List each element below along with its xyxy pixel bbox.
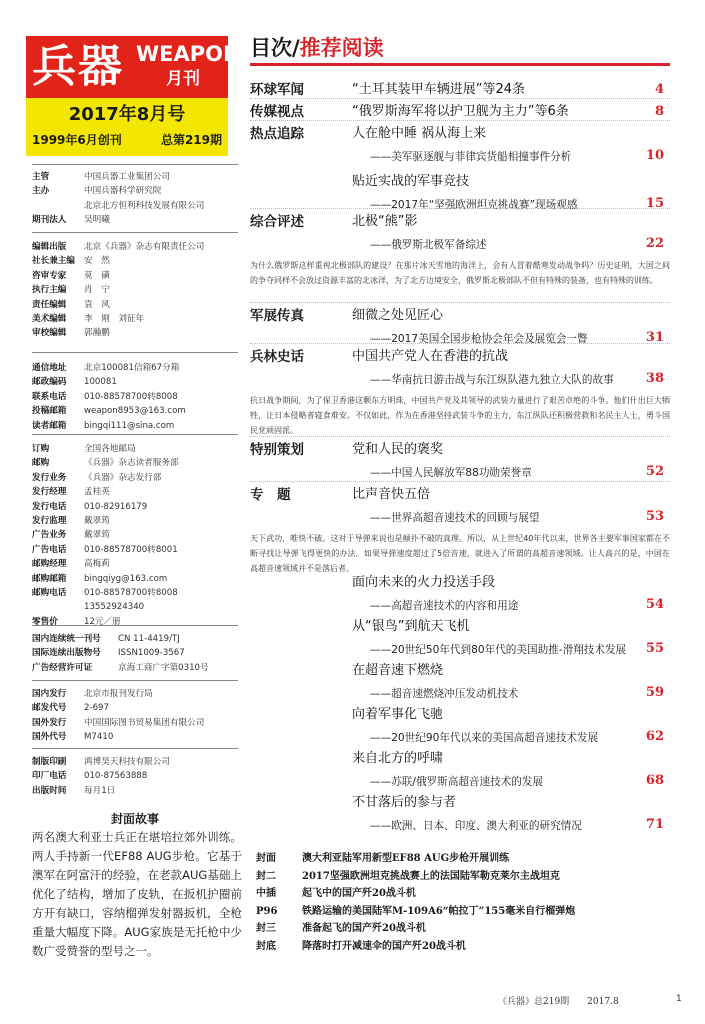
toc-heading-red: 推荐阅读 — [299, 36, 384, 60]
page-footer: 《兵器》总219期 2017.8 — [498, 997, 619, 1007]
toc-section-label: 综合评述 — [250, 214, 304, 230]
toc-page-number[interactable]: 38 — [645, 371, 664, 386]
info-row — [32, 701, 238, 715]
info-label: 主办 — [32, 186, 50, 197]
credit-row — [256, 885, 416, 902]
info-row — [32, 528, 238, 542]
info-group — [32, 632, 238, 675]
toc-article-subtitle: ——2017美国全国步枪协会年会及展览会一瞥 — [370, 333, 588, 345]
founded-date: 1999年6月创刊 — [32, 133, 122, 147]
info-divider — [32, 434, 238, 435]
toc-article-subtitle: ——20世纪90年代以来的美国高超音速技术发展 — [370, 732, 599, 744]
info-row — [32, 687, 238, 701]
magazine-name-zh: 兵器 — [32, 41, 124, 92]
info-label — [32, 199, 84, 213]
info-label: 咨审专家 — [32, 270, 67, 281]
toc-divider — [250, 98, 670, 99]
info-group — [32, 755, 238, 798]
toc-article-title[interactable]: “俄罗斯海军将以护卫舰为主力”等6条 — [352, 104, 569, 119]
credit-row — [256, 938, 466, 955]
toc-page-number[interactable]: 4 — [654, 82, 664, 97]
magazine-name-en: WEAPON — [136, 42, 241, 66]
info-row — [32, 615, 238, 629]
info-row — [32, 390, 238, 404]
toc-article-subtitle: ——苏联/俄罗斯高超音速技术的发展 — [370, 776, 544, 788]
credit-label: 中插 — [256, 888, 276, 899]
info-row — [32, 572, 238, 586]
info-value: 北京市报刊发行局 — [84, 689, 153, 699]
info-label: 国际连续出版物号 — [32, 648, 101, 659]
toc-article-subtitle: ——超音速燃烧冲压发动机技术 — [370, 688, 519, 700]
info-label: 读者邮箱 — [32, 420, 67, 431]
info-row — [32, 632, 238, 646]
toc-article-subtitle: ——2017年“坚强欧洲坦克挑战赛”现场观感 — [370, 199, 578, 211]
info-value: 孟桂英 — [84, 487, 110, 498]
info-label: 联系电话 — [32, 391, 67, 402]
info-value: M7410 — [84, 732, 114, 743]
info-label: 邮购经理 — [32, 559, 67, 570]
info-value: 莫 磺 — [84, 270, 110, 281]
info-group — [32, 170, 238, 228]
info-label: 发行经理 — [32, 487, 67, 498]
toc-heading-black: 目次/ — [250, 36, 300, 60]
info-row — [32, 375, 238, 389]
info-row — [32, 543, 238, 557]
toc-article-title[interactable]: “土耳其装甲车辆进展”等24条 — [352, 82, 526, 97]
info-divider — [32, 232, 238, 233]
info-label: 邮购电话 — [32, 587, 67, 598]
toc-article-subtitle: ——世界高超音速技术的回顾与展望 — [370, 512, 540, 524]
info-group — [32, 240, 238, 341]
toc-page-number[interactable]: 53 — [645, 509, 664, 524]
info-value: 肖 宁 — [84, 285, 110, 296]
masthead-logo — [26, 36, 241, 98]
toc-article-summary: 天下武功，唯快不破。这对于导弹来说也是颠扑不破的真理。所以，从上世纪40年代以来，世界各主要军事国家都在不断寻找让导弹飞得更快的办法。如果导弹速度超过了5倍音速，就进入了所谓的高超音速领域。让人高兴的是，中国在高超音速领域并不是落后者。 — [250, 534, 670, 573]
info-value: 100081 — [84, 377, 117, 388]
toc-section-label: 军展传真 — [250, 308, 304, 324]
toc-article-summary: 抗日战争期间，为了保卫香港这颗东方明珠，中国共产党及其领导的武装力量进行了艰苦卓绝的斗争。他们什出巨大牺牲，让日本侵略者寝食难安。不仅如此，作为在香港坚持武装斗争的主力，东江纵队还积极营救和名民主人士，勇斗国民党顽固派。 — [250, 396, 670, 435]
info-row — [32, 419, 238, 433]
info-label: 执行主编 — [32, 285, 67, 296]
toc-article-title[interactable]: 从“银鸟”到航天飞机 — [352, 619, 470, 634]
info-row — [32, 269, 238, 283]
info-value: 北京《兵器》杂志有限责任公司 — [84, 242, 205, 252]
credit-label: 封面 — [256, 853, 276, 864]
info-value: 12元／册 — [84, 616, 121, 627]
info-label: 印厂电话 — [32, 771, 67, 782]
info-label: 广告电话 — [32, 544, 67, 555]
toc-page-number[interactable]: 68 — [645, 773, 664, 788]
info-label: 邮发代号 — [32, 703, 67, 714]
info-row — [32, 199, 238, 213]
info-value: 2-697 — [84, 703, 109, 714]
toc-section-label: 热点追踪 — [250, 126, 304, 142]
info-value: 郭瀚鹏 — [84, 328, 110, 339]
info-label: 邮政编码 — [32, 377, 67, 388]
toc-page-number[interactable]: 71 — [645, 817, 664, 832]
toc-heading-rule — [250, 63, 670, 66]
toc-article-title[interactable]: 比声音快五倍 — [352, 487, 431, 502]
info-value: 全国各地邮局 — [84, 444, 136, 454]
toc-article-title[interactable]: 来自北方的呼啸 — [352, 751, 444, 766]
info-value: 吴明曦 — [84, 215, 110, 226]
credit-label: 封底 — [256, 940, 276, 952]
info-value: 北京北方恒利科技发展有限公司 — [84, 200, 205, 211]
toc-article-subtitle: ——中国人民解放军88功勋荣誉章 — [370, 467, 532, 479]
info-value: 中国兵器科学研究院 — [84, 186, 162, 197]
info-value: 010-88578700转8001 — [84, 544, 178, 555]
info-row — [32, 213, 238, 227]
toc-page-number[interactable]: 15 — [645, 196, 664, 211]
info-row — [32, 240, 238, 254]
info-value: weapon8953@163.com — [84, 406, 186, 417]
info-row — [32, 254, 238, 268]
info-label: 国外发行 — [32, 717, 67, 728]
credit-label: P96 — [256, 905, 278, 917]
toc-section-label: 兵林史话 — [250, 349, 304, 365]
info-row — [32, 600, 238, 614]
toc-article-subtitle: ——美军驱逐舰与菲律宾货船相撞事件分析 — [370, 151, 572, 163]
info-label: 主管 — [32, 172, 50, 182]
toc-article-title[interactable]: 贴近实战的军事竞技 — [352, 174, 470, 189]
toc-section-label: 传媒视点 — [250, 104, 304, 120]
info-row — [32, 361, 238, 375]
info-value: bingqi111@sina.com — [84, 420, 175, 431]
info-label: 编辑出版 — [32, 242, 67, 252]
info-row — [32, 769, 238, 783]
toc-page-number[interactable]: 54 — [645, 597, 664, 612]
toc-page-number[interactable]: 55 — [645, 641, 664, 656]
info-group — [32, 361, 238, 433]
toc-page-number[interactable]: 31 — [645, 330, 664, 345]
info-divider — [32, 748, 238, 749]
info-divider — [32, 680, 238, 681]
info-value: bingqiyg@163.com — [84, 573, 168, 584]
credit-caption: 2017坚强欧洲坦克挑战赛上的法国陆军勒克莱尔主战坦克 — [302, 870, 560, 882]
info-value: ISSN1009-3567 — [118, 648, 185, 659]
toc-divider — [250, 120, 670, 121]
toc-page-number[interactable]: 59 — [645, 685, 664, 700]
info-label: 出版时间 — [32, 785, 67, 796]
info-label: 发行监理 — [32, 515, 67, 526]
credit-row — [256, 868, 560, 885]
toc-article-summary: 为什么俄罗斯这样重视北极部队的建设？在那片冰天雪地的海洋上，会有人冒着酷寒发动战争吗？历史证明，大国之间的争夺同样不会放过资源丰富的北冰洋，为了北方边境安全，俄罗斯北极部队不但有特殊的装备，也有特殊的训练。 — [250, 261, 670, 285]
info-row — [32, 784, 238, 798]
info-label: 广告经营许可证 — [32, 662, 93, 673]
toc-page-number[interactable]: 8 — [654, 104, 664, 119]
toc-divider — [250, 343, 670, 344]
credit-caption: 准备起飞的国产歼20战斗机 — [302, 923, 426, 934]
info-value: 北京100081信箱67分箱 — [84, 363, 180, 373]
info-value: 安 然 — [84, 256, 110, 267]
credit-caption: 起飞中的国产歼20战斗机 — [302, 888, 416, 899]
credit-caption: 铁路运输的美国陆军M-109A6“帕拉丁”155毫米自行榴弹炮 — [302, 905, 576, 917]
toc-page-number[interactable]: 10 — [645, 148, 664, 163]
toc-article-title[interactable]: 中国共产党人在香港的抗战 — [352, 349, 509, 364]
credit-label: 封二 — [256, 870, 276, 882]
info-value: 《兵器》杂志读者服务部 — [84, 458, 179, 469]
info-label: 国内发行 — [32, 689, 67, 699]
info-label: 投稿邮箱 — [32, 406, 67, 417]
info-value: 《兵器》杂志发行部 — [84, 472, 162, 483]
toc-article-title[interactable]: 面向未来的火力投送手段 — [352, 575, 496, 590]
info-row — [32, 456, 238, 470]
toc-article-title[interactable]: 细微之处见匠心 — [352, 308, 444, 323]
info-label: 发行电话 — [32, 501, 67, 512]
toc-article-title[interactable]: 向着军事化飞驰 — [352, 707, 444, 722]
toc-divider — [250, 481, 670, 482]
toc-divider — [250, 302, 670, 303]
info-row — [32, 485, 238, 499]
info-value: 李 刚 刘征年 — [84, 313, 145, 324]
toc-article-title[interactable]: 不甘落后的参与者 — [352, 795, 457, 810]
toc-article-title[interactable]: 北极“熊”影 — [352, 214, 418, 229]
info-label: 国内连续统一刊号 — [32, 634, 101, 644]
cover-story-title: 封面故事 — [110, 812, 159, 826]
info-value: 010-88578700转8008 — [84, 587, 178, 598]
info-value: 中国国际图书贸易集团有限公司 — [84, 717, 205, 728]
info-label: 国外代号 — [32, 732, 67, 743]
info-row — [32, 661, 238, 675]
info-divider — [32, 164, 238, 165]
info-label: 制版印刷 — [32, 757, 67, 767]
info-group — [32, 442, 238, 629]
toc-article-subtitle: ——俄罗斯北极军备综述 — [370, 239, 487, 251]
issue-box — [26, 98, 228, 156]
credit-row — [256, 850, 509, 867]
info-label: 期刊法人 — [32, 215, 67, 226]
info-row — [32, 716, 238, 730]
info-row — [32, 298, 238, 312]
info-value: 010-82916179 — [84, 501, 148, 512]
info-row — [32, 283, 238, 297]
toc-page-number[interactable]: 22 — [645, 236, 664, 251]
info-row — [32, 646, 238, 660]
toc-page-number[interactable]: 62 — [645, 729, 664, 744]
info-label — [32, 600, 84, 614]
info-row — [32, 312, 238, 326]
info-label: 美术编辑 — [32, 313, 67, 324]
info-row — [32, 184, 238, 198]
info-value: 高梅莉 — [84, 559, 110, 570]
toc-section-label: 环球军闻 — [250, 82, 304, 98]
toc-article-title[interactable]: 党和人民的褒奖 — [352, 442, 444, 457]
info-row — [32, 471, 238, 485]
info-row — [32, 557, 238, 571]
info-label: 邮购 — [32, 458, 50, 469]
toc-page-number[interactable]: 52 — [645, 464, 664, 479]
info-value: 戴翠筠 — [84, 515, 110, 526]
info-label: 邮购邮箱 — [32, 573, 67, 584]
toc-article-subtitle: ——高超音速技术的内容和用途 — [370, 600, 519, 612]
issue-date: 2017年8月号 — [68, 104, 186, 125]
credit-row — [256, 920, 426, 937]
info-group — [32, 687, 238, 745]
info-value: 13552924340 — [84, 602, 145, 613]
info-divider — [32, 352, 238, 353]
info-row — [32, 442, 238, 456]
credit-label: 封三 — [256, 923, 276, 934]
info-row — [32, 730, 238, 744]
info-value: 每月1日 — [84, 785, 116, 796]
toc-divider — [250, 208, 670, 209]
info-row — [32, 514, 238, 528]
info-label: 审校编辑 — [32, 328, 67, 339]
info-label: 发行业务 — [32, 472, 67, 483]
toc-section-label: 特别策划 — [250, 442, 304, 458]
info-value: 010-87563888 — [84, 771, 148, 782]
info-value: 鸿博昊天科技有限公司 — [84, 757, 170, 767]
info-value: 京海工商广字第0310号 — [118, 662, 209, 673]
info-value: 中国兵器工业集团公司 — [84, 172, 170, 182]
info-value: 010-88578700转8008 — [84, 391, 178, 402]
magazine-frequency: 月刊 — [166, 69, 200, 89]
info-label: 广告业务 — [32, 530, 67, 541]
credit-caption: 降落时打开减速伞的国产歼20战斗机 — [302, 940, 466, 952]
toc-article-subtitle: ——欧洲、日本、印度、澳大利亚的研究情况 — [370, 820, 582, 832]
info-row — [32, 500, 238, 514]
info-row — [32, 586, 238, 600]
info-label: 零售价 — [32, 616, 58, 627]
cover-story-text: 两名澳大利亚士兵正在堪培拉郊外训练。两人手持新一代EF88 AUG步枪。它基于澳军在阿富汗的经验，在老款AUG基础上优化了结构，增加了皮轨，在扳机护圈前方开有缺口，容纳榴弹发射器扳机，全枪重量大幅度下降。AUG家族是无托枪中少数广受赞誉的型号之一。 — [32, 830, 242, 958]
info-value: CN 11-4419/TJ — [118, 634, 180, 644]
info-value: 戴翠筠 — [84, 530, 110, 541]
info-row — [32, 170, 238, 184]
total-issue: 总第219期 — [160, 133, 222, 147]
credit-caption: 澳大利亚陆军用新型EF88 AUG步枪开展训练 — [302, 853, 510, 864]
toc-article-title[interactable]: 在超音速下燃烧 — [352, 663, 444, 678]
info-label: 社长兼主编 — [32, 256, 75, 267]
toc-divider — [250, 436, 670, 437]
info-row — [32, 755, 238, 769]
page-number: 1 — [676, 994, 682, 1004]
toc-article-subtitle: ——华南抗日游击战与东江纵队港九独立大队的故事 — [370, 374, 614, 386]
info-row — [32, 326, 238, 340]
info-label: 通信地址 — [32, 363, 67, 373]
toc-article-subtitle: ——20世纪50年代到80年代的美国助推-滑翔技术发展 — [370, 644, 627, 656]
toc-section-label: 专 题 — [250, 487, 291, 503]
info-label: 责任编辑 — [32, 299, 67, 310]
toc-article-title[interactable]: 人在舱中睡 祸从海上来 — [352, 126, 487, 141]
info-row — [32, 404, 238, 418]
info-label: 订购 — [32, 444, 50, 454]
toc-heading — [250, 34, 384, 62]
credit-row — [256, 903, 575, 920]
info-value: 袁 风 — [84, 299, 110, 310]
